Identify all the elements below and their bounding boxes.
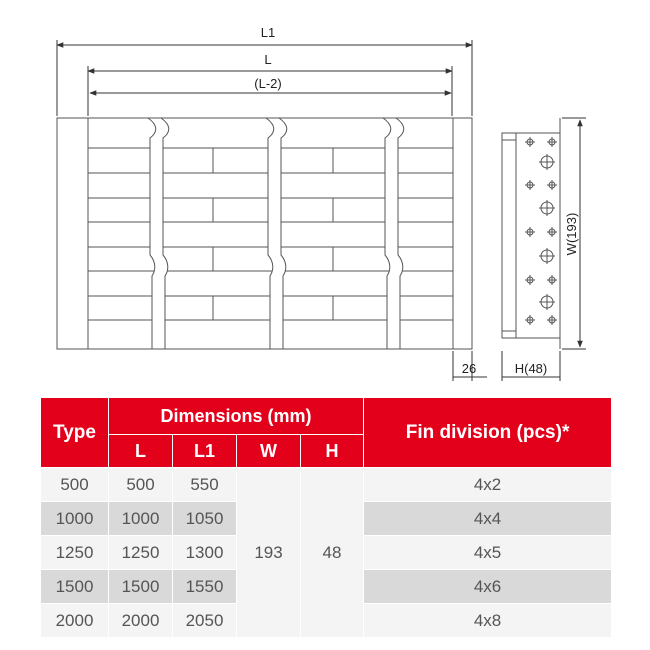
header-l: L (109, 435, 173, 468)
cell-w: 193 (237, 468, 301, 638)
dim-label-w: W(193) (564, 212, 579, 256)
dim-label-26: 26 (461, 361, 477, 376)
header-w: W (237, 435, 301, 468)
heater-body (57, 118, 472, 349)
break-lines (148, 118, 404, 349)
cell-type: 2000 (41, 604, 109, 638)
cell-l: 500 (109, 468, 173, 502)
cell-l1: 2050 (173, 604, 237, 638)
header-fin-division: Fin division (pcs)* (364, 398, 612, 468)
cell-fin: 4x2 (364, 468, 612, 502)
cell-fin: 4x5 (364, 536, 612, 570)
header-type: Type (41, 398, 109, 468)
dim-label-l1: L1 (260, 25, 276, 40)
cell-fin: 4x8 (364, 604, 612, 638)
cell-fin: 4x4 (364, 502, 612, 536)
cell-l1: 550 (173, 468, 237, 502)
cell-type: 500 (41, 468, 109, 502)
cell-l1: 1300 (173, 536, 237, 570)
cell-type: 1500 (41, 570, 109, 604)
dim-label-h: H(48) (514, 361, 548, 376)
cell-l: 1250 (109, 536, 173, 570)
header-h: H (301, 435, 364, 468)
dim-label-l: L (264, 52, 272, 67)
cell-fin: 4x6 (364, 570, 612, 604)
side-view (502, 118, 560, 349)
cell-type: 1250 (41, 536, 109, 570)
dimensions-table (40, 397, 612, 638)
cell-l: 1500 (109, 570, 173, 604)
cell-l: 2000 (109, 604, 173, 638)
cell-type: 1000 (41, 502, 109, 536)
side-view-holes (525, 137, 557, 325)
cell-l: 1000 (109, 502, 173, 536)
cell-l1: 1050 (173, 502, 237, 536)
header-dimensions: Dimensions (mm) (109, 398, 364, 435)
cell-h: 48 (301, 468, 364, 638)
header-l1: L1 (173, 435, 237, 468)
table-row (41, 468, 612, 502)
dim-label-l-minus-2: (L-2) (254, 76, 282, 91)
cell-l1: 1550 (173, 570, 237, 604)
